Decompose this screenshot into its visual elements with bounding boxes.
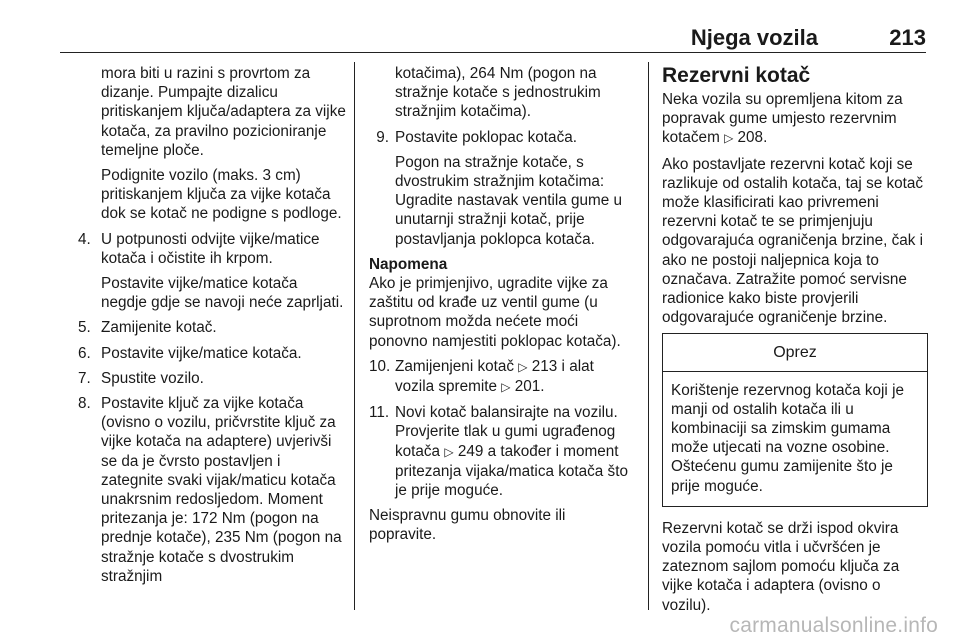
step-text: Novi kotač balansirajte na vozilu. Provjerite tlak u gumi ugrađenog kotača — [395, 404, 618, 460]
step-text: Zamijenite kotač. — [101, 319, 217, 337]
page-reference[interactable]: 213 — [531, 357, 558, 375]
step-number: 5. — [78, 319, 91, 337]
column-right — [662, 64, 928, 621]
step-number: 11. — [369, 404, 390, 422]
column-divider — [648, 62, 649, 610]
cross-reference-arrow-icon: ▷ — [444, 444, 454, 459]
column-middle — [369, 64, 635, 551]
cross-reference-arrow-icon: ▷ — [724, 131, 734, 146]
step-number: 10. — [369, 357, 391, 375]
step-8 — [78, 394, 346, 586]
step-subtext: Postavite vijke/matice kotača negdje gdje se navoji neće zaprljati. — [101, 275, 344, 312]
step-text: Postavite vijke/matice kotača. — [101, 344, 302, 362]
step-number: 7. — [78, 369, 91, 387]
page-reference[interactable]: 249 — [457, 442, 484, 460]
step-number: 9. — [376, 128, 389, 146]
section-title: Rezervni kotač — [662, 64, 811, 87]
note-text: Ako je primjenjivo, ugradite vijke za zaštitu od krađe uz ventil gume (u suprotnom možda nećete moći ponovno namjestiti poklopac kotača). — [369, 275, 621, 350]
step-6 — [78, 344, 346, 363]
step-7 — [78, 369, 346, 388]
note-title: Napomena — [369, 255, 448, 273]
caution-title: Oprez — [663, 334, 927, 371]
watermark: carmanualsonline.info — [729, 614, 938, 637]
continued-text: mora biti u razini s provrtom za dizanje. Pumpajte dizalicu pritiskanjem ključa/adaptera za vijke kotača, za pravilno pozicioniranje temeljne ploče. — [101, 65, 346, 159]
step-11 — [369, 403, 635, 500]
step-number: 4. — [78, 230, 91, 248]
step-text: Spustite vozilo. — [101, 369, 204, 387]
step-text: U potpunosti odvijte vijke/matice kotača i očistite ih krpom. — [101, 230, 320, 267]
step-number: 6. — [78, 344, 91, 362]
page-reference[interactable]: 201. — [514, 378, 545, 396]
body-text: Rezervni kotač se drži ispod okvira vozila pomoću vitla i učvršćen je zateznom sajlom pomoću ključa za vijke kotača i adaptera (ovisno o vozilu). — [662, 519, 900, 614]
chapter-title: Njega vozila — [690, 25, 818, 50]
step-text: a također i moment pritezanja vijaka/matica kotača što je prije moguće. — [395, 442, 628, 500]
cross-reference-arrow-icon: ▷ — [518, 359, 528, 374]
closing-text: Neispravnu gumu obnovite ili popravite. — [369, 507, 566, 544]
continued-text: Podignite vozilo (maks. 3 cm) pritiskanjem ključa za vijke kotača dok se kotač ne podigne s podloge. — [101, 167, 342, 223]
caution-text: Korištenje rezervnog kotača koji je manji od ostalih kotača ili u kombinaciji sa zimskim gumama može utjecati na vozne osobine. Oštećenu gumu zamijenite što je prije moguće. — [671, 381, 904, 495]
body-text: Ako postavljate rezervni kotač koji se razlikuje od ostalih kotača, taj se kotač može klasificirati kao privremeni rezervni kotač te se primjenjuju odgovarajuća ograničenja brzine, čak i ako ne postoji naljepnica koja to označava. Zatražite pomoć servisne radionice kako biste provjerili odgovarajuće ograničenje brzine. — [662, 155, 924, 327]
body-text: Neka vozila su opremljena kitom za popravak gume umjesto rezervnim kotačem — [662, 91, 903, 147]
step-text: Postavite ključ za vijke kotača (ovisno o vozilu, pričvrstite ključ za vijke kotača na adaptere) uvjerivši se da je čvrsto postavljen i zategnite svaki vijak/maticu kotača unakrsnim redosljedom. Moment pritezanja je: 172 Nm (pogon na prednje kotače), 235 Nm (pogon na stražnje kotače s dvostrukim stražnjim — [101, 395, 342, 585]
step-subtext: Pogon na stražnje kotače, s dvostrukim stražnjim kotačima: Ugradite nastavak ventila gume u unutarnji stražnji kotač, prije postavljanja poklopca kotača. — [395, 153, 623, 248]
caution-box — [662, 333, 928, 506]
step-text: Zamijenjeni kotač — [395, 357, 515, 375]
step-text: i alat vozila spremite — [395, 357, 594, 396]
column-left — [78, 64, 346, 592]
step-9 — [369, 128, 635, 249]
step-5 — [78, 318, 346, 337]
cross-reference-arrow-icon: ▷ — [501, 380, 511, 395]
page-header — [60, 22, 926, 53]
step-10 — [369, 357, 635, 397]
column-divider — [354, 62, 355, 610]
page-number: 213 — [889, 25, 926, 50]
step-4 — [78, 230, 346, 313]
page-reference[interactable]: 208. — [737, 129, 768, 147]
step-text: Postavite poklopac kotača. — [395, 128, 577, 146]
continued-text: kotačima), 264 Nm (pogon na stražnje kotače s jednostrukim stražnjim kotačima). — [395, 65, 601, 121]
step-number: 8. — [78, 395, 91, 413]
